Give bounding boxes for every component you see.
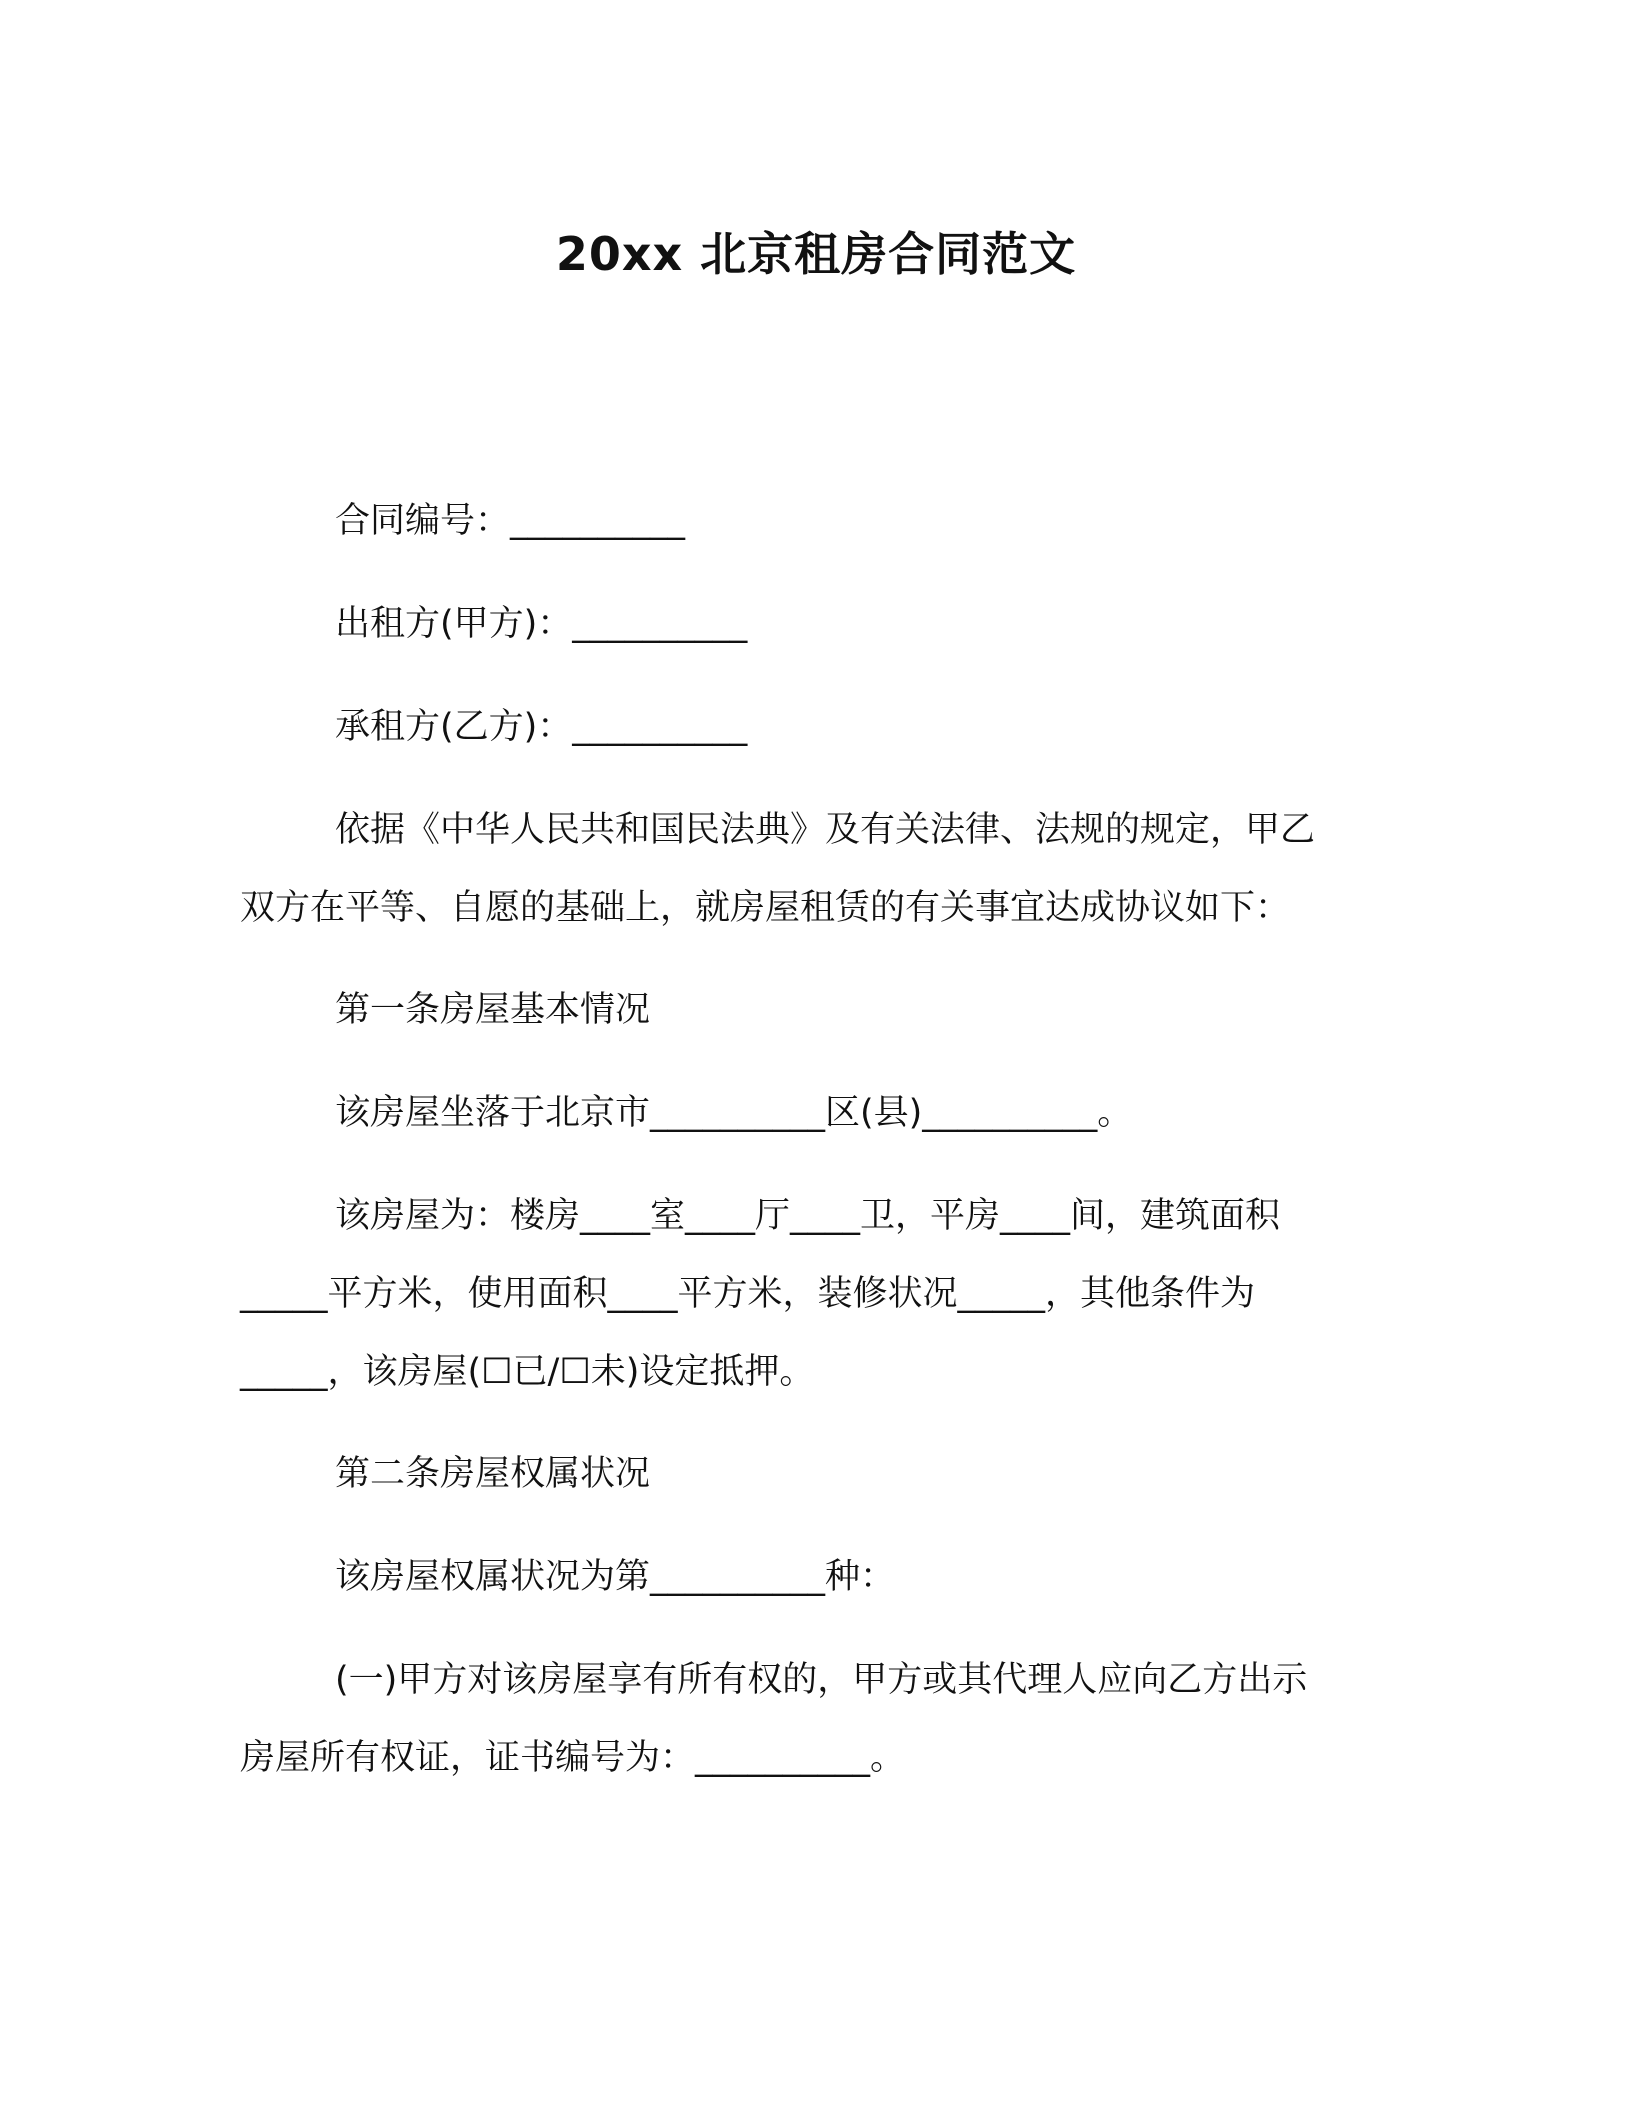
preamble-line-1: 依据《中华人民共和国民法典》及有关法律、法规的规定，甲乙 — [335, 810, 1316, 850]
ownership-clause-line-1: (一)甲方对该房屋享有所有权的，甲方或其代理人应向乙方出示 — [335, 1660, 1308, 1700]
property-details-line-3: _____，该房屋(☐已/☐未)设定抵押。 — [240, 1352, 815, 1392]
article-one-heading: 第一条房屋基本情况 — [335, 990, 651, 1030]
lessor-line: 出租方(甲方)：__________ — [335, 604, 748, 644]
article-two-heading: 第二条房屋权属状况 — [335, 1454, 651, 1494]
document-title: 20xx 北京租房合同范文 — [555, 227, 1077, 281]
property-details-line-1: 该房屋为：楼房____室____厅____卫，平房____间，建筑面积 — [335, 1196, 1281, 1236]
location-line: 该房屋坐落于北京市__________区(县)__________。 — [335, 1093, 1133, 1133]
ownership-clause-line-2: 房屋所有权证，证书编号为：__________。 — [240, 1738, 906, 1778]
lessee-line: 承租方(乙方)：__________ — [335, 707, 748, 747]
property-details-line-2: _____平方米，使用面积____平方米，装修状况_____，其他条件为 — [240, 1274, 1256, 1314]
contract-number-line: 合同编号：__________ — [335, 501, 686, 541]
ownership-type-line: 该房屋权属状况为第__________种： — [335, 1557, 896, 1597]
preamble-line-2: 双方在平等、自愿的基础上，就房屋租赁的有关事宜达成协议如下： — [240, 888, 1291, 928]
